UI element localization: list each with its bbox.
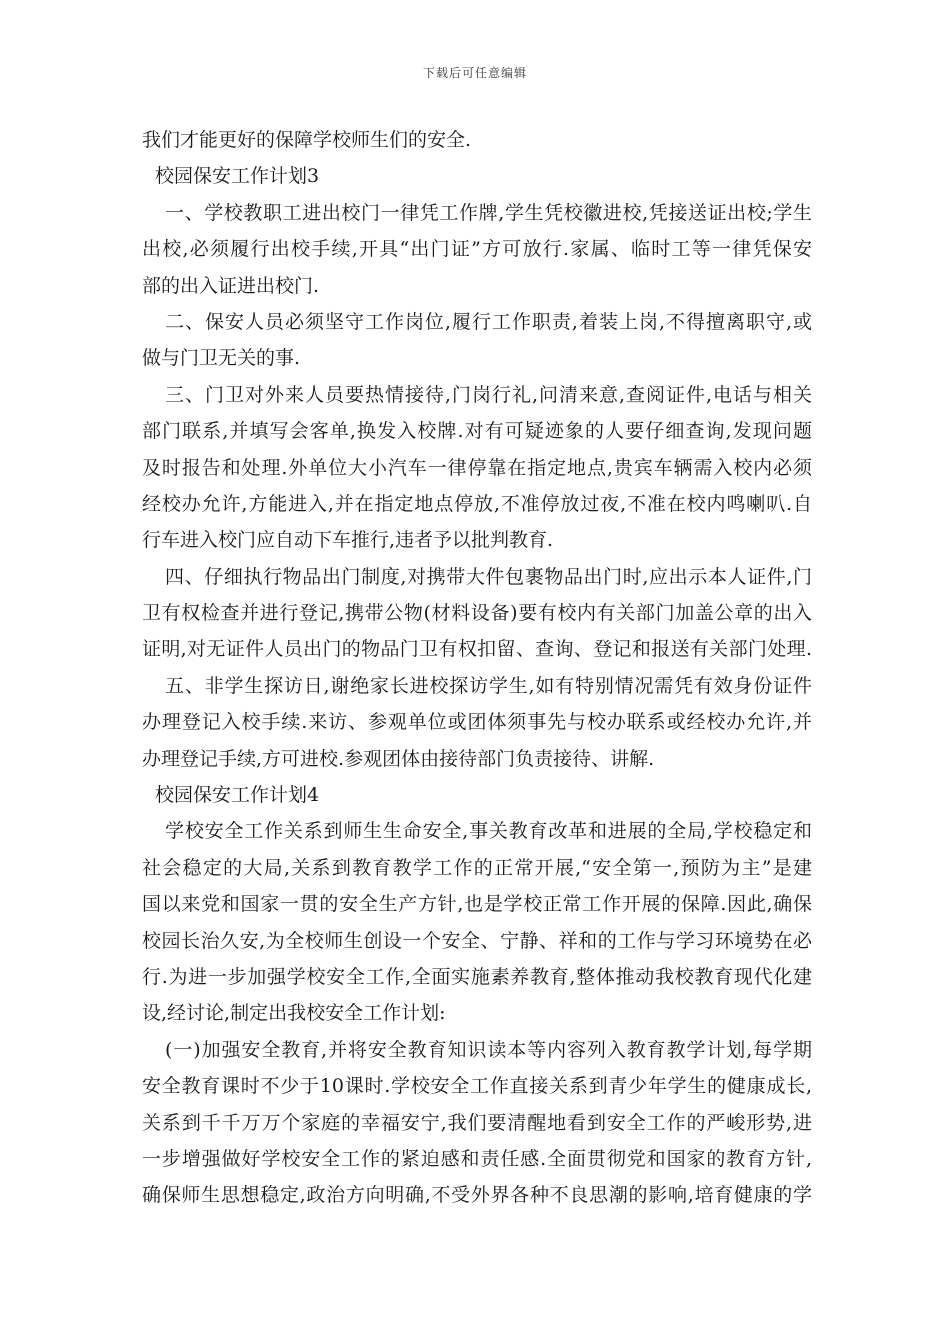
- text-line: 出校,必须履行出校手续,开具“出门证”方可放行.家属、临时工等一律凭保安: [142, 238, 812, 261]
- text-line: 社会稳定的大局,关系到教育教学工作的正常开展,“安全第一,预防为主”是建: [142, 856, 812, 879]
- text-line: 行车进入校门应自动下车推行,违者予以批判教育.: [142, 529, 554, 552]
- text-line: 关系到千千万万个家庭的幸福安宁,我们要清醒地看到安全工作的严峻形势,进: [142, 1111, 812, 1134]
- text-line: 四、仔细执行物品出门制度,对携带大件包裹物品出门时,应出示本人证件,门: [165, 565, 812, 588]
- text-line: 部的出入证进出校门.: [142, 274, 320, 297]
- text-line: 设,经讨论,制定出我校安全工作计划:: [142, 1002, 446, 1025]
- text-line: 学校安全工作关系到师生生命安全,事关教育改革和进展的全局,学校稳定和: [165, 820, 812, 843]
- text-line: 国以来党和国家一贯的安全生产方针,也是学校正常工作开展的保障.因此,确保: [142, 893, 812, 916]
- text-line: 证明,对无证件人员出门的物品门卫有权扣留、查询、登记和报送有关部门处理.: [142, 638, 812, 661]
- text-line: 五、非学生探访日,谢绝家长进校探访学生,如有特别情况需凭有效身份证件: [165, 674, 812, 697]
- section-heading: 校园保安工作计划4: [155, 784, 320, 807]
- text-line: 卫有权检查并进行登记,携带公物(材料设备)要有校内有关部门加盖公章的出入: [142, 602, 812, 625]
- text-line: 及时报告和处理.外单位大小汽车一律停靠在指定地点,贵宾车辆需入校内必须: [142, 456, 812, 479]
- text-line: 行.为进一步加强学校安全工作,全面实施素养教育,整体推动我校教育现代化建: [142, 965, 812, 988]
- text-line: 三、门卫对外来人员要热情接待,门岗行礼,问清来意,查阅证件,电话与相关: [165, 383, 812, 406]
- text-line: 做与门卫无关的事.: [142, 347, 301, 370]
- text-line: 一、学校教职工进出校门一律凭工作牌,学生凭校徽进校,凭接送证出校;学生: [165, 201, 812, 224]
- text-line: 一步增强做好学校安全工作的紧迫感和责任感.全面贯彻党和国家的教育方针,: [142, 1147, 812, 1170]
- page-header: 下载后可任意编辑: [422, 66, 527, 80]
- text-line: 我们才能更好的保障学校师生们的安全.: [142, 129, 472, 151]
- text-line: 经校办允许,方能进入,并在指定地点停放,不准停放过夜,不准在校内鸣喇叭.自: [142, 492, 812, 515]
- text-line: 部门联系,并填写会客单,换发入校牌.对有可疑迹象的人要仔细查询,发现问题: [142, 420, 812, 443]
- text-line: 办理登记入校手续.来访、参观单位或团体须事先与校办联系或经校办允许,并: [142, 711, 812, 734]
- text-line: (一)加强安全教育,并将安全教育知识读本等内容列入教育教学计划,每学期: [165, 1038, 812, 1061]
- text-line: 安全教育课时不少于10课时.学校安全工作直接关系到青少年学生的健康成长,: [142, 1075, 812, 1098]
- section-heading: 校园保安工作计划3: [155, 165, 320, 188]
- document-body: [142, 122, 812, 1214]
- text-line: 办理登记手续,方可进校.参观团体由接待部门负责接待、讲解.: [142, 747, 655, 770]
- text-line: 确保师生思想稳定,政治方向明确,不受外界各种不良思潮的影响,培育健康的学: [142, 1184, 812, 1207]
- text-line: 校园长治久安,为全校师生创设一个安全、宁静、祥和的工作与学习环境势在必: [142, 929, 812, 952]
- text-line: 二、保安人员必须坚守工作岗位,履行工作职责,着装上岗,不得擅离职守,或: [165, 310, 812, 333]
